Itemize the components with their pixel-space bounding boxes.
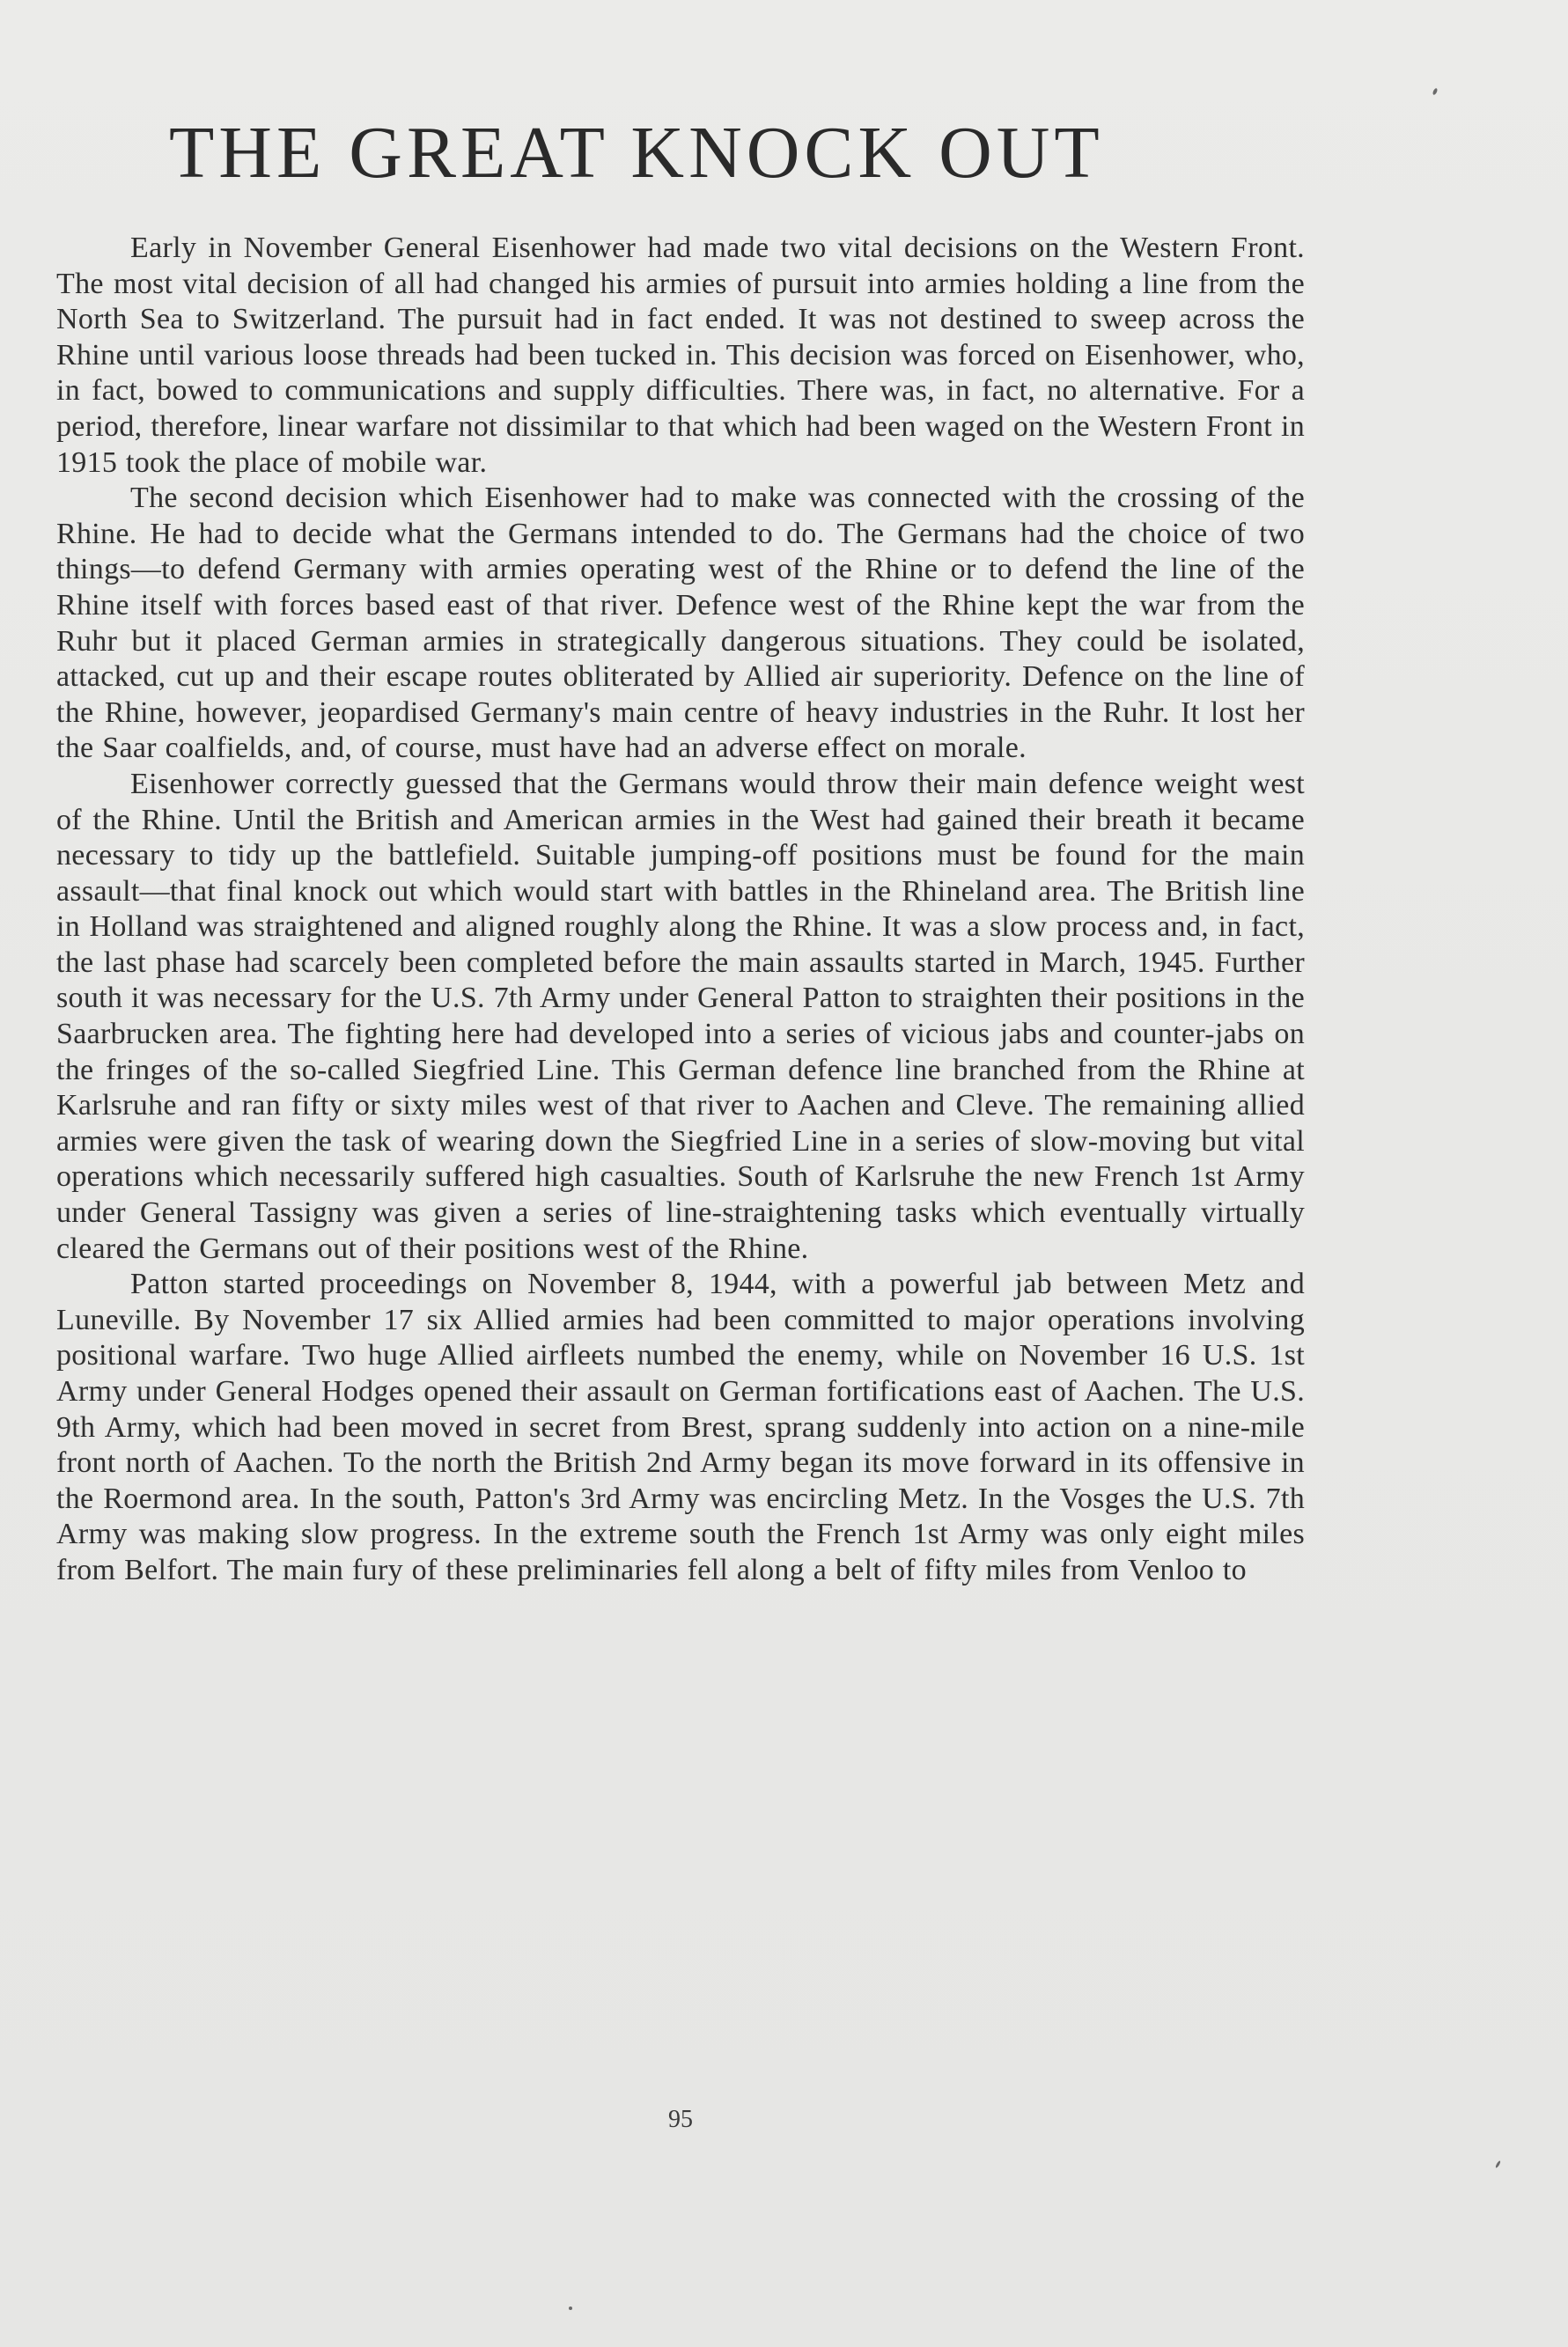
page-number: 95 bbox=[668, 2106, 693, 2133]
paper-speck bbox=[1432, 88, 1438, 96]
paper-speck bbox=[569, 2307, 572, 2310]
paper-speck bbox=[1495, 2160, 1501, 2168]
paragraph: Early in November General Eisenhower had made two vital decisions on the Western Front. The most vital decision of all had changed his armies of pursuit into armies holding a line from the North Sea to Switzerland. The pursuit had in fact ended. It was not destined to sweep across the Rhine until various loose threads had been tucked in. This decision was forced on Eisenhower, who, in fact, bowed to communications and supply difficulties. There was, in fact, no alternative. For a period, therefore, linear warfare not dissimilar to that which had been waged on the Western Front in 1915 took the place of mobile war. bbox=[56, 232, 1305, 479]
body-text bbox=[56, 231, 1305, 1589]
paragraph: Eisenhower correctly guessed that the Germans would throw their main defence weight west of the Rhine. Until the British and American armies in the West had gained their breath it became necessary to tidy up the battlefield. Suitable jumping-off positions must be found for the main assault—that final knock out which would start with battles in the Rhineland area. The British line in Holland was straightened and aligned roughly along the Rhine. It was a slow process and, in fact, the last phase had scarcely been completed before the main assaults started in March, 1945. Further south it was necessary for the U.S. 7th Army under General Patton to straighten their positions in the Saarbrucken area. The fighting here had developed into a series of vicious jabs and counter-jabs on the fringes of the so-called Siegfried Line. This German defence line branched from the Rhine at Karlsruhe and ran fifty or sixty miles west of that river to Aachen and Cleve. The remaining allied armies were given the task of wearing down the Siegfried Line in a series of slow-moving but vital operations which necessarily suffered high casualties. South of Karlsruhe the new French 1st Army under General Tassigny was given a series of line-straightening tasks which eventually virtually cleared the Germans out of their positions west of the Rhine. bbox=[56, 767, 1305, 1265]
paragraph: Patton started proceedings on November 8, 1944, with a powerful jab between Metz and Luneville. By November 17 six Allied armies had been committed to major operations involving positional warfare. Two huge Allied airfleets numbed the enemy, while on November 16 U.S. 1st Army under General Hodges opened their assault on German fortifications east of Aachen. The U.S. 9th Army, which had been moved in secret from Brest, sprang suddenly into action on a nine-mile front north of Aachen. To the north the British 2nd Army began its move forward in its offensive in the Roermond area. In the south, Patton's 3rd Army was encircling Metz. In the Vosges the U.S. 7th Army was making slow progress. In the extreme south the French 1st Army was only eight miles from Belfort. The main fury of these preliminaries fell along a belt of fifty miles from Venloo to bbox=[56, 1268, 1305, 1586]
paragraph: The second decision which Eisenhower had to make was connected with the crossing of the Rhine. He had to decide what the Germans intended to do. The Germans had the choice of two things—to defend Germany with armies operating west of the Rhine or to defend the line of the Rhine itself with forces based east of that river. Defence west of the Rhine kept the war from the Ruhr but it placed German armies in strategically dangerous situations. They could be isolated, attacked, cut up and their escape routes obliterated by Allied air superiority. Defence on the line of the Rhine, however, jeopardised Germany's main centre of heavy industries in the Ruhr. It lost her the Saar coalfields, and, of course, must have had an adverse effect on morale. bbox=[56, 482, 1305, 765]
chapter-title: THE GREAT KNOCK OUT bbox=[169, 112, 1104, 194]
